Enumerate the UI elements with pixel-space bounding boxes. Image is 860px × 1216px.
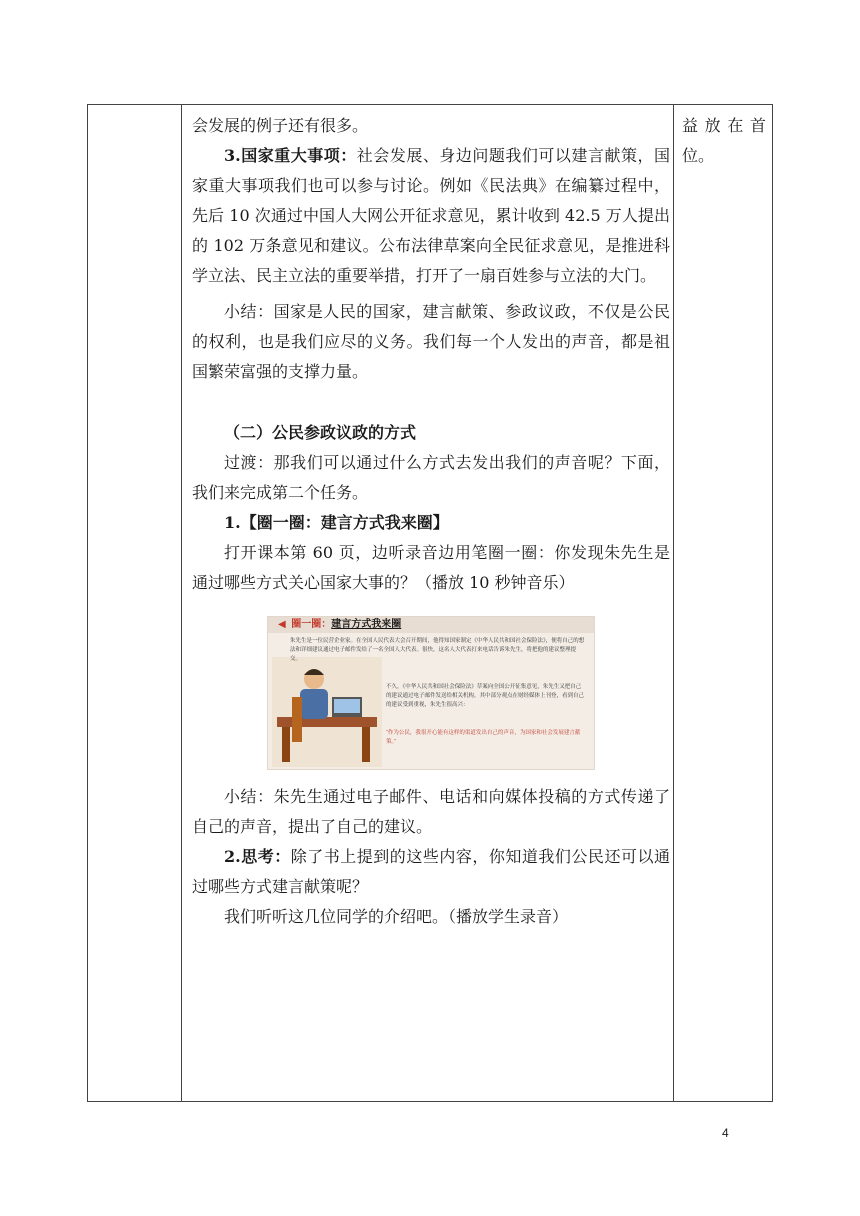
summary-paragraph: 小结：朱先生通过电子邮件、电话和向媒体投稿的方式传递了自己的声音，提出了自己的建议。: [192, 787, 670, 836]
paragraph: 2.思考：除了书上提到的这些内容，你知道我们公民还可以通过哪些方式建言献策呢？: [192, 847, 670, 896]
paragraph: 打开课本第 60 页，边听录音边用笔圈一圈：你发现朱先生是通过哪些方式关心国家大事的？（播放 10 秒钟音乐）: [192, 543, 670, 592]
image-quote: “作为公民，我很开心能有这样的渠道发出自己的声音，为国家和社会发展建言献策。”: [386, 730, 581, 745]
section-label: 2.思考：: [224, 847, 291, 866]
image-text: 朱先生是一位民营企业家。在全国人民代表大会召开期间，他得知国家制定《中华人民共和国社会保险法》，便将自己的想法和详细建议通过电子邮件发给了一名全国人大代表。很快，这名人大代表打来电话告诉朱先生，将把他的建议整理提交。: [290, 638, 585, 662]
column-divider: [673, 105, 674, 1101]
page-number: 4: [722, 1126, 729, 1140]
task-heading: 1.【圈一圈：建言方式我来圈】: [224, 513, 449, 532]
summary-paragraph: 小结：国家是人民的国家，建言献策、参政议政，不仅是公民的权利，也是我们应尽的义务。我们每一个人发出的声音，都是祖国繁荣富强的支撑力量。: [192, 302, 670, 381]
image-text: 不久，《中华人民共和国社会保险法》草案向全国公开征集意见，朱先生又把自己的建议通过电子邮件发送给相关机构。其中部分观点在财经媒体上刊登，看到自己的建议受到重视，朱先生很高兴：: [386, 684, 585, 708]
main-content-cell: [192, 111, 670, 932]
column-divider: [181, 105, 182, 1101]
paragraph: 我们听听这几位同学的介绍吧。（播放学生录音）: [224, 907, 569, 926]
image-header: ◀ 圈一圈：建言方式我来圈: [268, 617, 594, 633]
paragraph: 会发展的例子还有很多。: [192, 116, 369, 135]
section-label: 3.国家重大事项：: [224, 146, 357, 165]
notes-cell: 益放在首位。: [682, 116, 766, 165]
man-at-desk-illustration: [272, 657, 382, 767]
paragraph: 3.国家重大事项：社会发展、身边问题我们可以建言献策，国家重大事项我们也可以参与讨论。例如《民法典》在编纂过程中，先后 10 次通过中国人大网公开征求意见，累计收到 42.5 万人提出的 102 万条意见和建议。公布法律草案向全民征求意见，是推进科学立法、民主立法的重要举措，打开了一扇百姓参与立法的大门。: [192, 146, 670, 285]
section-heading: （二）公民参政议政的方式: [224, 423, 417, 442]
lesson-table: [87, 104, 773, 1102]
paragraph: 过渡：那我们可以通过什么方式去发出我们的声音呢？下面，我们来完成第二个任务。: [192, 453, 670, 502]
textbook-image: [267, 616, 595, 770]
